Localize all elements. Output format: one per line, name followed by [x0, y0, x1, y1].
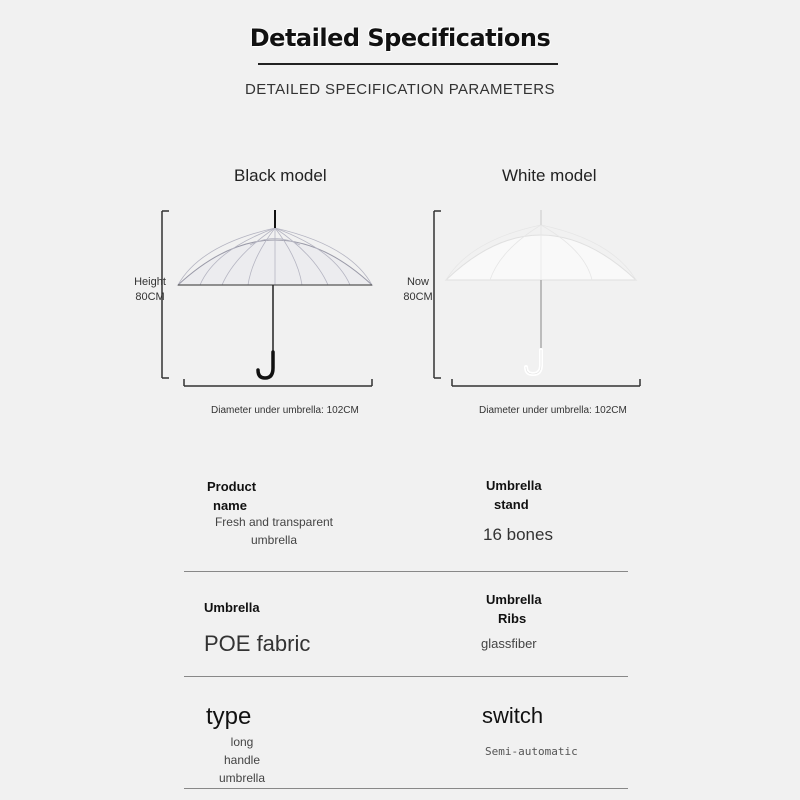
- black-model-label: Black model: [234, 166, 327, 185]
- white-model-label: White model: [502, 166, 597, 185]
- product-name-value: [214, 513, 334, 549]
- product-name-value-line1: Fresh and transparent: [214, 515, 334, 529]
- white-diameter-label: Diameter under umbrella: 102CM: [479, 405, 627, 416]
- divider-2: [184, 676, 628, 677]
- ribs-label-line2: Ribs: [498, 611, 527, 626]
- type-value: [212, 733, 272, 787]
- fabric-label: Umbrella: [204, 600, 260, 615]
- white-canopy: [446, 225, 636, 280]
- type-value-line2: umbrella: [218, 771, 266, 785]
- divider-1: [184, 571, 628, 572]
- black-diameter-label: Diameter under umbrella: 102CM: [211, 405, 359, 416]
- switch-label: switch: [482, 703, 544, 728]
- product-name-label-line1: Product: [207, 479, 257, 494]
- white-height-label: [400, 275, 436, 305]
- type-label: type: [206, 703, 252, 730]
- type-value-line1: long handle: [223, 735, 261, 767]
- page-subtitle: DETAILED SPECIFICATION PARAMETERS: [245, 81, 555, 98]
- product-name-label: [207, 477, 256, 515]
- umbrella-stand-value: 16 bones: [483, 525, 553, 544]
- page-title: Detailed Specifications: [249, 24, 551, 52]
- product-name-value-line2: umbrella: [250, 533, 298, 547]
- ribs-label: [486, 590, 542, 628]
- white-diameter-bracket: [452, 379, 640, 386]
- product-name-label-line2: name: [213, 498, 247, 513]
- black-height-value: 80CM: [135, 291, 165, 303]
- switch-value: Semi-automatic: [485, 745, 578, 758]
- ribs-value: glassfiber: [481, 636, 537, 651]
- umbrella-stand-label: [486, 476, 542, 514]
- black-height-text: Height: [134, 276, 166, 288]
- divider-3: [184, 788, 628, 789]
- umbrella-stand-label-line1: Umbrella: [486, 478, 542, 493]
- fabric-value: POE fabric: [204, 631, 311, 656]
- umbrella-stand-label-line2: stand: [494, 497, 529, 512]
- white-height-value: 80CM: [403, 291, 433, 303]
- ribs-label-line1: Umbrella: [486, 592, 542, 607]
- white-height-text: Now: [406, 276, 429, 288]
